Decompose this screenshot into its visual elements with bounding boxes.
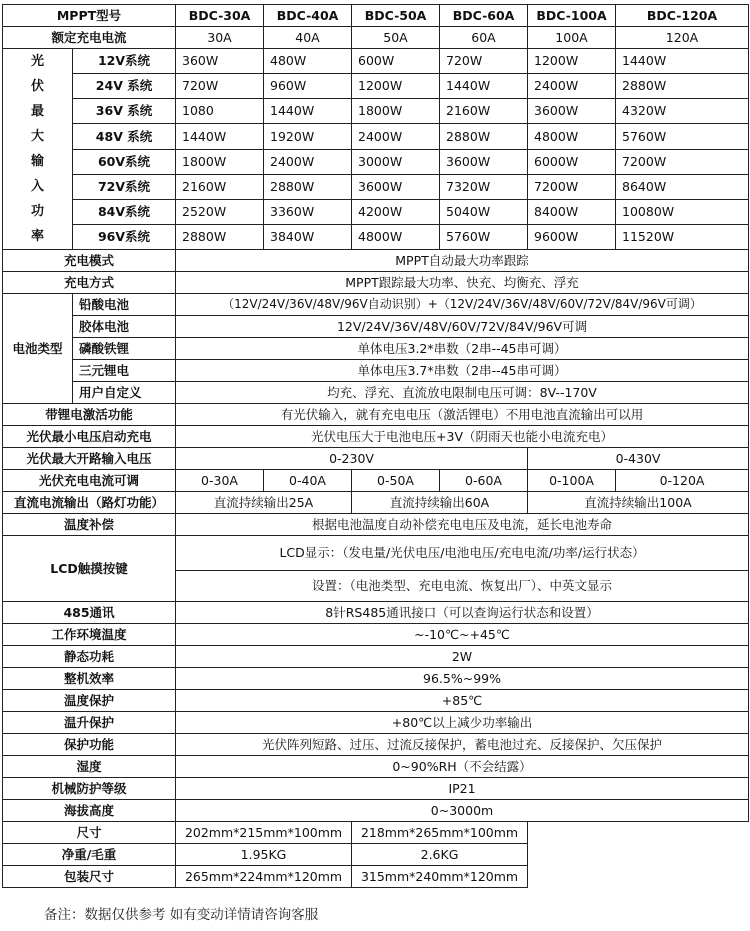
cell-value: 0-100A (528, 470, 616, 492)
cell-value: 2880W (440, 124, 528, 149)
cell-value: 480W (264, 49, 352, 74)
system-voltage: 84V系统 (73, 199, 176, 224)
pv-power-row (3, 149, 749, 174)
cell-value: 1920W (264, 124, 352, 149)
charge-method-row (3, 272, 749, 294)
cell-value: 10080W (616, 199, 749, 224)
cell-value: 11520W (616, 224, 749, 249)
cell-value: 2880W (616, 74, 749, 99)
cell-value: 1200W (528, 49, 616, 74)
cell-value: 2160W (176, 174, 264, 199)
rated-current-row (3, 27, 749, 49)
row-label: 湿度 (3, 756, 176, 778)
pv-open-voltage-row (3, 448, 749, 470)
pv-power-row (3, 124, 749, 149)
battery-row (3, 294, 749, 316)
row-label: 485通讯 (3, 602, 176, 624)
lcd-settings: 设置：（电池类型、充电电流、恢复出厂）、中英文显示 (176, 571, 749, 602)
model-name: BDC-30A (176, 5, 264, 27)
cell-value: 30A (176, 27, 264, 49)
row-label: 尺寸 (3, 822, 176, 844)
battery-type: 三元锂电 (73, 360, 176, 382)
cell-value: 5760W (616, 124, 749, 149)
cell-value: 0-430V (528, 448, 749, 470)
cell-value: 315mm*240mm*120mm (352, 866, 528, 888)
spec-row (3, 800, 749, 822)
cell-value: 8640W (616, 174, 749, 199)
battery-row (3, 316, 749, 338)
row-label: 静态功耗 (3, 646, 176, 668)
system-voltage: 12V系统 (73, 49, 176, 74)
row-label: 光伏充电电流可调 (3, 470, 176, 492)
system-voltage: 72V系统 (73, 174, 176, 199)
row-label: 温度补偿 (3, 514, 176, 536)
model-name: BDC-100A (528, 5, 616, 27)
cell-value: 4320W (616, 99, 749, 124)
cell-value: （12V/24V/36V/48V/96V自动识别）+（12V/24V/36V/48V/60V/72V/84V/96V可调） (176, 294, 749, 316)
cell-value: 2400W (264, 149, 352, 174)
cell-value: +85℃ (176, 690, 749, 712)
cell-value: 6000W (528, 149, 616, 174)
lithium-activation-row (3, 404, 749, 426)
cell-value: 3600W (528, 99, 616, 124)
cell-value: 0-50A (352, 470, 440, 492)
cell-value: 3360W (264, 199, 352, 224)
battery-row (3, 338, 749, 360)
system-voltage: 36V 系统 (73, 99, 176, 124)
cell-value: 4200W (352, 199, 440, 224)
cell-value: 8400W (528, 199, 616, 224)
cell-value: 2880W (264, 174, 352, 199)
cell-value: +80℃以上减少功率输出 (176, 712, 749, 734)
cell-value: 2.6KG (352, 844, 528, 866)
cell-value: MPPT跟踪最大功率、快充、均衡充、浮充 (176, 272, 749, 294)
cell-value: 0-60A (440, 470, 528, 492)
system-voltage: 96V系统 (73, 224, 176, 249)
battery-type: 铅酸电池 (73, 294, 176, 316)
row-label: 温度保护 (3, 690, 176, 712)
cell-value: 7320W (440, 174, 528, 199)
cell-value: 1440W (440, 74, 528, 99)
cell-value: 50A (352, 27, 440, 49)
row-label: 光伏最大开路输入电压 (3, 448, 176, 470)
pv-current-adjust-row (3, 470, 749, 492)
spec-row (3, 712, 749, 734)
cell-value: 0-40A (264, 470, 352, 492)
spec-row (3, 778, 749, 800)
battery-type: 磷酸铁锂 (73, 338, 176, 360)
dc-output-row (3, 492, 749, 514)
cell-value: 2520W (176, 199, 264, 224)
row-label: 光伏最小电压启动充电 (3, 426, 176, 448)
spec-row (3, 690, 749, 712)
model-name: BDC-50A (352, 5, 440, 27)
dimensions-row (3, 822, 749, 844)
row-label: 温升保护 (3, 712, 176, 734)
spec-row (3, 624, 749, 646)
cell-value: 2400W (352, 124, 440, 149)
cell-value: 0~3000m (176, 800, 749, 822)
cell-value: 0-30A (176, 470, 264, 492)
row-label: 直流电流输出（路灯功能） (3, 492, 176, 514)
row-label: 机械防护等级 (3, 778, 176, 800)
cell-value: 1800W (352, 99, 440, 124)
empty-cell (528, 844, 749, 866)
cell-value: 96.5%~99% (176, 668, 749, 690)
cell-value: ~-10℃~+45℃ (176, 624, 749, 646)
battery-type: 用户自定义 (73, 382, 176, 404)
row-label: 额定充电电流 (3, 27, 176, 49)
row-label: 保护功能 (3, 734, 176, 756)
pv-power-row (3, 99, 749, 124)
model-label: MPPT型号 (3, 5, 176, 27)
cell-value: 202mm*215mm*100mm (176, 822, 352, 844)
model-name: BDC-120A (616, 5, 749, 27)
battery-row (3, 382, 749, 404)
cell-value: 0-120A (616, 470, 749, 492)
cell-value: 720W (440, 49, 528, 74)
empty-cell (528, 822, 749, 844)
model-name: BDC-40A (264, 5, 352, 27)
cell-value: 2400W (528, 74, 616, 99)
cell-value: 40A (264, 27, 352, 49)
battery-type-label: 电池类型 (3, 294, 73, 404)
row-label: LCD触摸按键 (3, 536, 176, 602)
cell-value: 2880W (176, 224, 264, 249)
cell-value: 120A (616, 27, 749, 49)
cell-value: 2W (176, 646, 749, 668)
cell-value: 960W (264, 74, 352, 99)
cell-value: 有光伏输入，就有充电电压（激活锂电）不用电池直流输出可以用 (176, 404, 749, 426)
cell-value: 265mm*224mm*120mm (176, 866, 352, 888)
pv-power-label: 光 伏 最 大 输 入 功 率 (3, 49, 73, 250)
cell-value: 1080 (176, 99, 264, 124)
pv-power-row (3, 49, 749, 74)
spec-row (3, 756, 749, 778)
cell-value: 直流持续输出60A (352, 492, 528, 514)
cell-value: 3840W (264, 224, 352, 249)
cell-value: 7200W (616, 149, 749, 174)
cell-value: 360W (176, 49, 264, 74)
row-label: 充电模式 (3, 250, 176, 272)
cell-value: IP21 (176, 778, 749, 800)
header-row (3, 5, 749, 27)
cell-value: 8针RS485通讯接口（可以查询运行状态和设置） (176, 602, 749, 624)
pv-power-row (3, 174, 749, 199)
charge-mode-row (3, 250, 749, 272)
pv-min-voltage-row (3, 426, 749, 448)
row-label: 净重/毛重 (3, 844, 176, 866)
cell-value: 1440W (176, 124, 264, 149)
spec-row (3, 668, 749, 690)
cell-value: 720W (176, 74, 264, 99)
row-label: 整机效率 (3, 668, 176, 690)
cell-value: 直流持续输出100A (528, 492, 749, 514)
row-label: 充电方式 (3, 272, 176, 294)
battery-row (3, 360, 749, 382)
battery-type: 胶体电池 (73, 316, 176, 338)
system-voltage: 48V 系统 (73, 124, 176, 149)
cell-value: 600W (352, 49, 440, 74)
cell-value: 0~90%RH（不会结露） (176, 756, 749, 778)
cell-value: 7200W (528, 174, 616, 199)
pv-power-row (3, 74, 749, 99)
cell-value: 单体电压3.7*串数（2串--45串可调） (176, 360, 749, 382)
system-voltage: 24V 系统 (73, 74, 176, 99)
footnote: 备注：数据仅供参考 如有变动详情请咨询客服 (44, 907, 319, 923)
spec-row (3, 646, 749, 668)
cell-value: 4800W (528, 124, 616, 149)
cell-value: 218mm*265mm*100mm (352, 822, 528, 844)
system-voltage: 60V系统 (73, 149, 176, 174)
temp-comp-row (3, 514, 749, 536)
cell-value: 3600W (352, 174, 440, 199)
cell-value: 1200W (352, 74, 440, 99)
cell-value: 5040W (440, 199, 528, 224)
cell-value: 单体电压3.2*串数（2串--45串可调） (176, 338, 749, 360)
row-label: 工作环境温度 (3, 624, 176, 646)
cell-value: 光伏电压大于电池电压+3V（阴雨天也能小电流充电） (176, 426, 749, 448)
cell-value: 60A (440, 27, 528, 49)
cell-value: 3600W (440, 149, 528, 174)
empty-cell (528, 866, 749, 888)
model-name: BDC-60A (440, 5, 528, 27)
row-label: 带锂电激活功能 (3, 404, 176, 426)
pv-power-row (3, 199, 749, 224)
spec-table (2, 4, 749, 888)
cell-value: 9600W (528, 224, 616, 249)
cell-value: 1440W (264, 99, 352, 124)
row-label: 海拔高度 (3, 800, 176, 822)
cell-value: 100A (528, 27, 616, 49)
row-label: 包装尺寸 (3, 866, 176, 888)
cell-value: 5760W (440, 224, 528, 249)
cell-value: 光伏阵列短路、过压、过流反接保护，蓄电池过充、反接保护、欠压保护 (176, 734, 749, 756)
cell-value: 均充、浮充、直流放电限制电压可调：8V--170V (176, 382, 749, 404)
cell-value: 1.95KG (176, 844, 352, 866)
spec-row (3, 602, 749, 624)
cell-value: 0-230V (176, 448, 528, 470)
lcd-display: LCD显示：（发电量/光伏电压/电池电压/充电电流/功率/运行状态） (176, 536, 749, 571)
package-row (3, 866, 749, 888)
cell-value: 3000W (352, 149, 440, 174)
cell-value: 1440W (616, 49, 749, 74)
cell-value: 直流持续输出25A (176, 492, 352, 514)
cell-value: 1800W (176, 149, 264, 174)
weight-row (3, 844, 749, 866)
cell-value: 2160W (440, 99, 528, 124)
lcd-row (3, 536, 749, 571)
cell-value: 12V/24V/36V/48V/60V/72V/84V/96V可调 (176, 316, 749, 338)
cell-value: 4800W (352, 224, 440, 249)
cell-value: MPPT自动最大功率跟踪 (176, 250, 749, 272)
cell-value: 根据电池温度自动补偿充电电压及电流，延长电池寿命 (176, 514, 749, 536)
pv-power-row (3, 224, 749, 249)
spec-row (3, 734, 749, 756)
